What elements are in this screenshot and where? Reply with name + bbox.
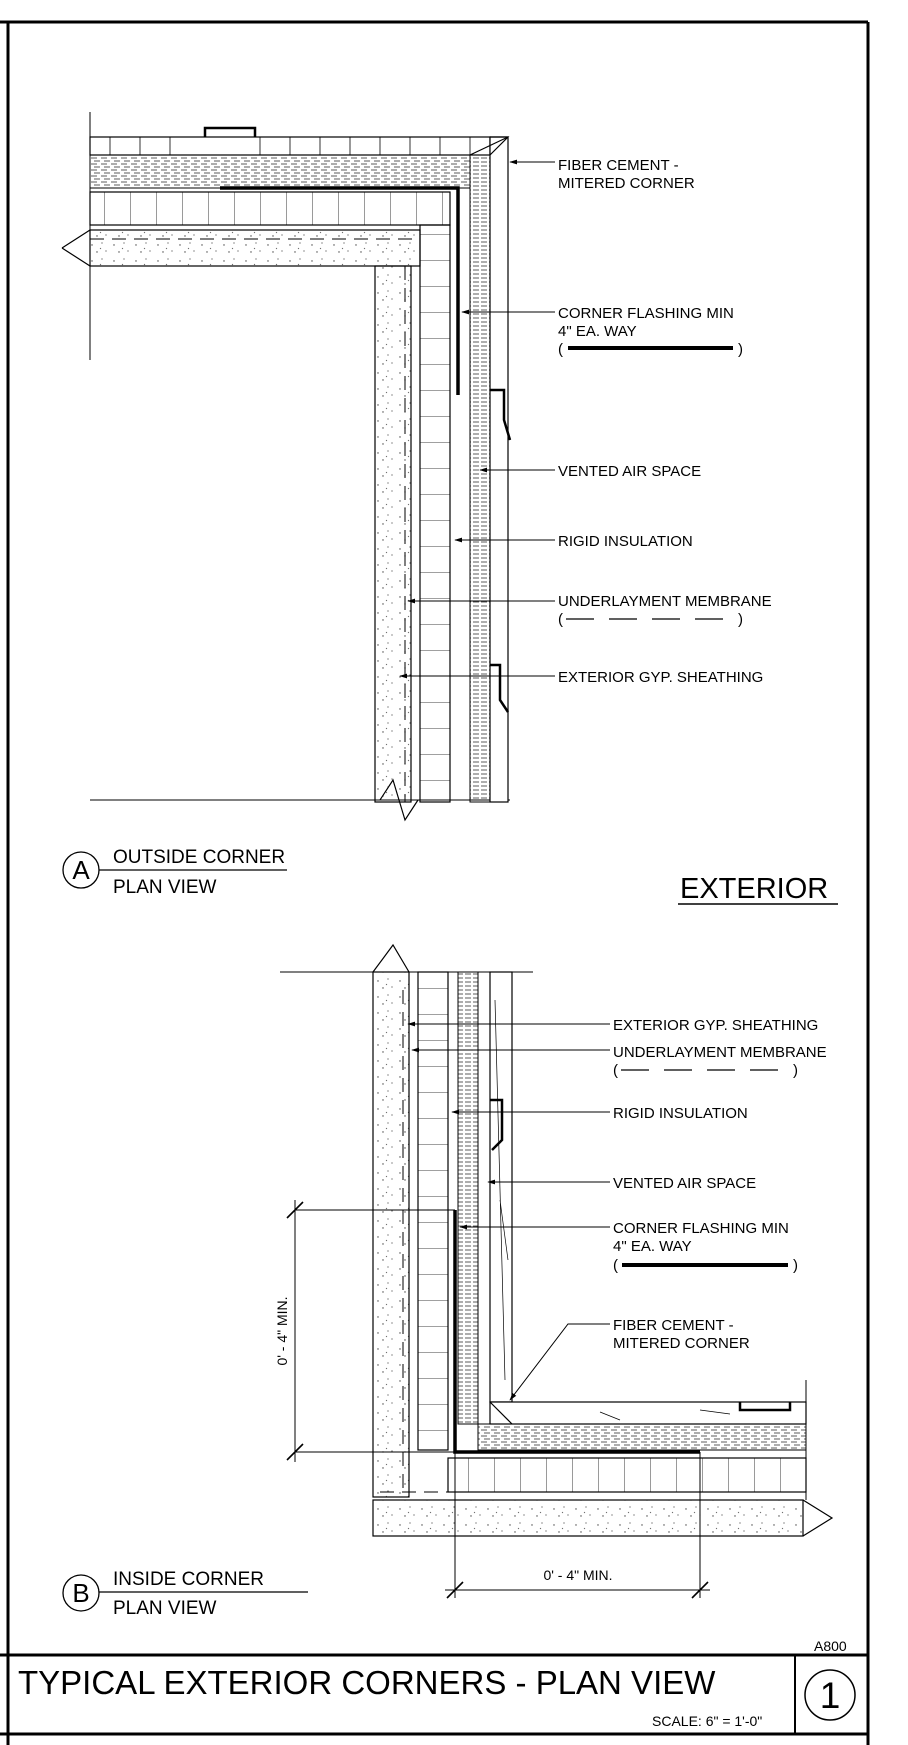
drawing-scale: SCALE: 6" = 1'-0" bbox=[652, 1713, 763, 1729]
detail-b-title bbox=[63, 1569, 308, 1619]
note-a-corner-flashing: CORNER FLASHING MIN bbox=[558, 305, 734, 322]
note-a-underlayment: UNDERLAYMENT MEMBRANE bbox=[558, 593, 772, 610]
detail-b-letter: B bbox=[72, 1578, 90, 1608]
detail-a-drawing bbox=[62, 112, 510, 820]
detail-a-title-line2: PLAN VIEW bbox=[113, 877, 217, 898]
note-b-corner-flashing: CORNER FLASHING MIN bbox=[613, 1220, 789, 1237]
detail-b-title-line1: INSIDE CORNER bbox=[113, 1569, 264, 1590]
note-b-flashing-legend-open: ( bbox=[613, 1257, 618, 1274]
note-b-vented-air-space: VENTED AIR SPACE bbox=[613, 1175, 757, 1192]
dimension-horizontal-label: 0' - 4" MIN. bbox=[543, 1567, 613, 1583]
note-a-fiber-cement: FIBER CEMENT - bbox=[558, 157, 679, 174]
note-b-gyp-sheathing: EXTERIOR GYP. SHEATHING bbox=[613, 1017, 819, 1034]
drawing-title: TYPICAL EXTERIOR CORNERS - PLAN VIEW bbox=[18, 1664, 716, 1701]
exterior-label: EXTERIOR bbox=[680, 873, 829, 905]
note-b-underlayment-legend-open: ( bbox=[613, 1062, 618, 1079]
note-a-corner-flashing-2: 4" EA. WAY bbox=[558, 323, 637, 340]
note-b-rigid-insulation: RIGID INSULATION bbox=[613, 1105, 748, 1122]
note-b-corner-flashing-2: 4" EA. WAY bbox=[613, 1238, 692, 1255]
note-b-fiber-cement: FIBER CEMENT - bbox=[613, 1317, 734, 1334]
note-a-gyp-sheathing: EXTERIOR GYP. SHEATHING bbox=[558, 669, 764, 686]
note-b-underlayment: UNDERLAYMENT MEMBRANE bbox=[613, 1044, 827, 1061]
note-b-flashing-legend-close: ) bbox=[793, 1257, 798, 1274]
note-a-vented-air-space: VENTED AIR SPACE bbox=[558, 463, 702, 480]
note-a-flashing-legend-open: ( bbox=[558, 341, 563, 358]
note-b-fiber-cement-2: MITERED CORNER bbox=[613, 1335, 750, 1352]
note-a-underlayment-legend-open: ( bbox=[558, 611, 563, 628]
note-b-underlayment-legend-close: ) bbox=[793, 1062, 798, 1079]
dimension-vertical-label: 0' - 4" MIN. bbox=[274, 1296, 290, 1366]
sheet-number: 1 bbox=[819, 1675, 841, 1716]
detail-b-notes bbox=[613, 1017, 827, 1352]
detail-a-title-line1: OUTSIDE CORNER bbox=[113, 847, 286, 868]
detail-a-notes bbox=[558, 157, 772, 686]
note-a-underlayment-legend-close: ) bbox=[738, 611, 743, 628]
detail-a-title bbox=[63, 847, 287, 898]
sheet-reference: A800 bbox=[814, 1638, 847, 1654]
note-a-rigid-insulation: RIGID INSULATION bbox=[558, 533, 693, 550]
note-a-fiber-cement-2: MITERED CORNER bbox=[558, 175, 695, 192]
note-a-flashing-legend-close: ) bbox=[738, 341, 743, 358]
detail-b-title-line2: PLAN VIEW bbox=[113, 1598, 217, 1619]
detail-a-letter: A bbox=[72, 855, 90, 885]
